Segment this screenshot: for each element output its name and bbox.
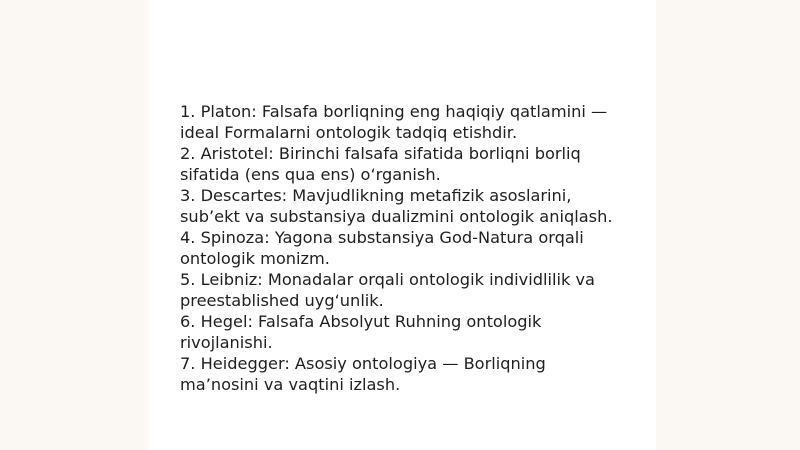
list-line: 3. Descartes: Mavjudlikning metafizik asoslarini, — [180, 186, 572, 205]
list-line: ideal Formalarni ontologik tadqiq etishdir. — [180, 123, 518, 142]
list-line: ontologik monizm. — [180, 249, 330, 268]
list-line: sub’ekt va substansiya dualizmini ontologik aniqlash. — [180, 207, 613, 226]
list-line: preestablished uyg‘unlik. — [180, 291, 384, 310]
philosophers-list — [180, 101, 640, 395]
list-line: ma’nosini va vaqtini izlash. — [180, 375, 401, 394]
list-line: 6. Hegel: Falsafa Absolyut Ruhning ontologik — [180, 312, 542, 331]
list-line: sifatida (ens qua ens) o‘rganish. — [180, 165, 441, 184]
list-line: 5. Leibniz: Monadalar orqali ontologik individlilik va — [180, 270, 595, 289]
list-line: 7. Heidegger: Asosiy ontologiya — Borliqning — [180, 354, 546, 373]
list-line: 4. Spinoza: Yagona substansiya God-Natura orqali — [180, 228, 584, 247]
list-line: 2. Aristotel: Birinchi falsafa sifatida borliqni borliq — [180, 144, 581, 163]
list-line: rivojlanishi. — [180, 333, 273, 352]
list-line: 1. Platon: Falsafa borliqning eng haqiqiy qatlamini — — [180, 102, 608, 121]
